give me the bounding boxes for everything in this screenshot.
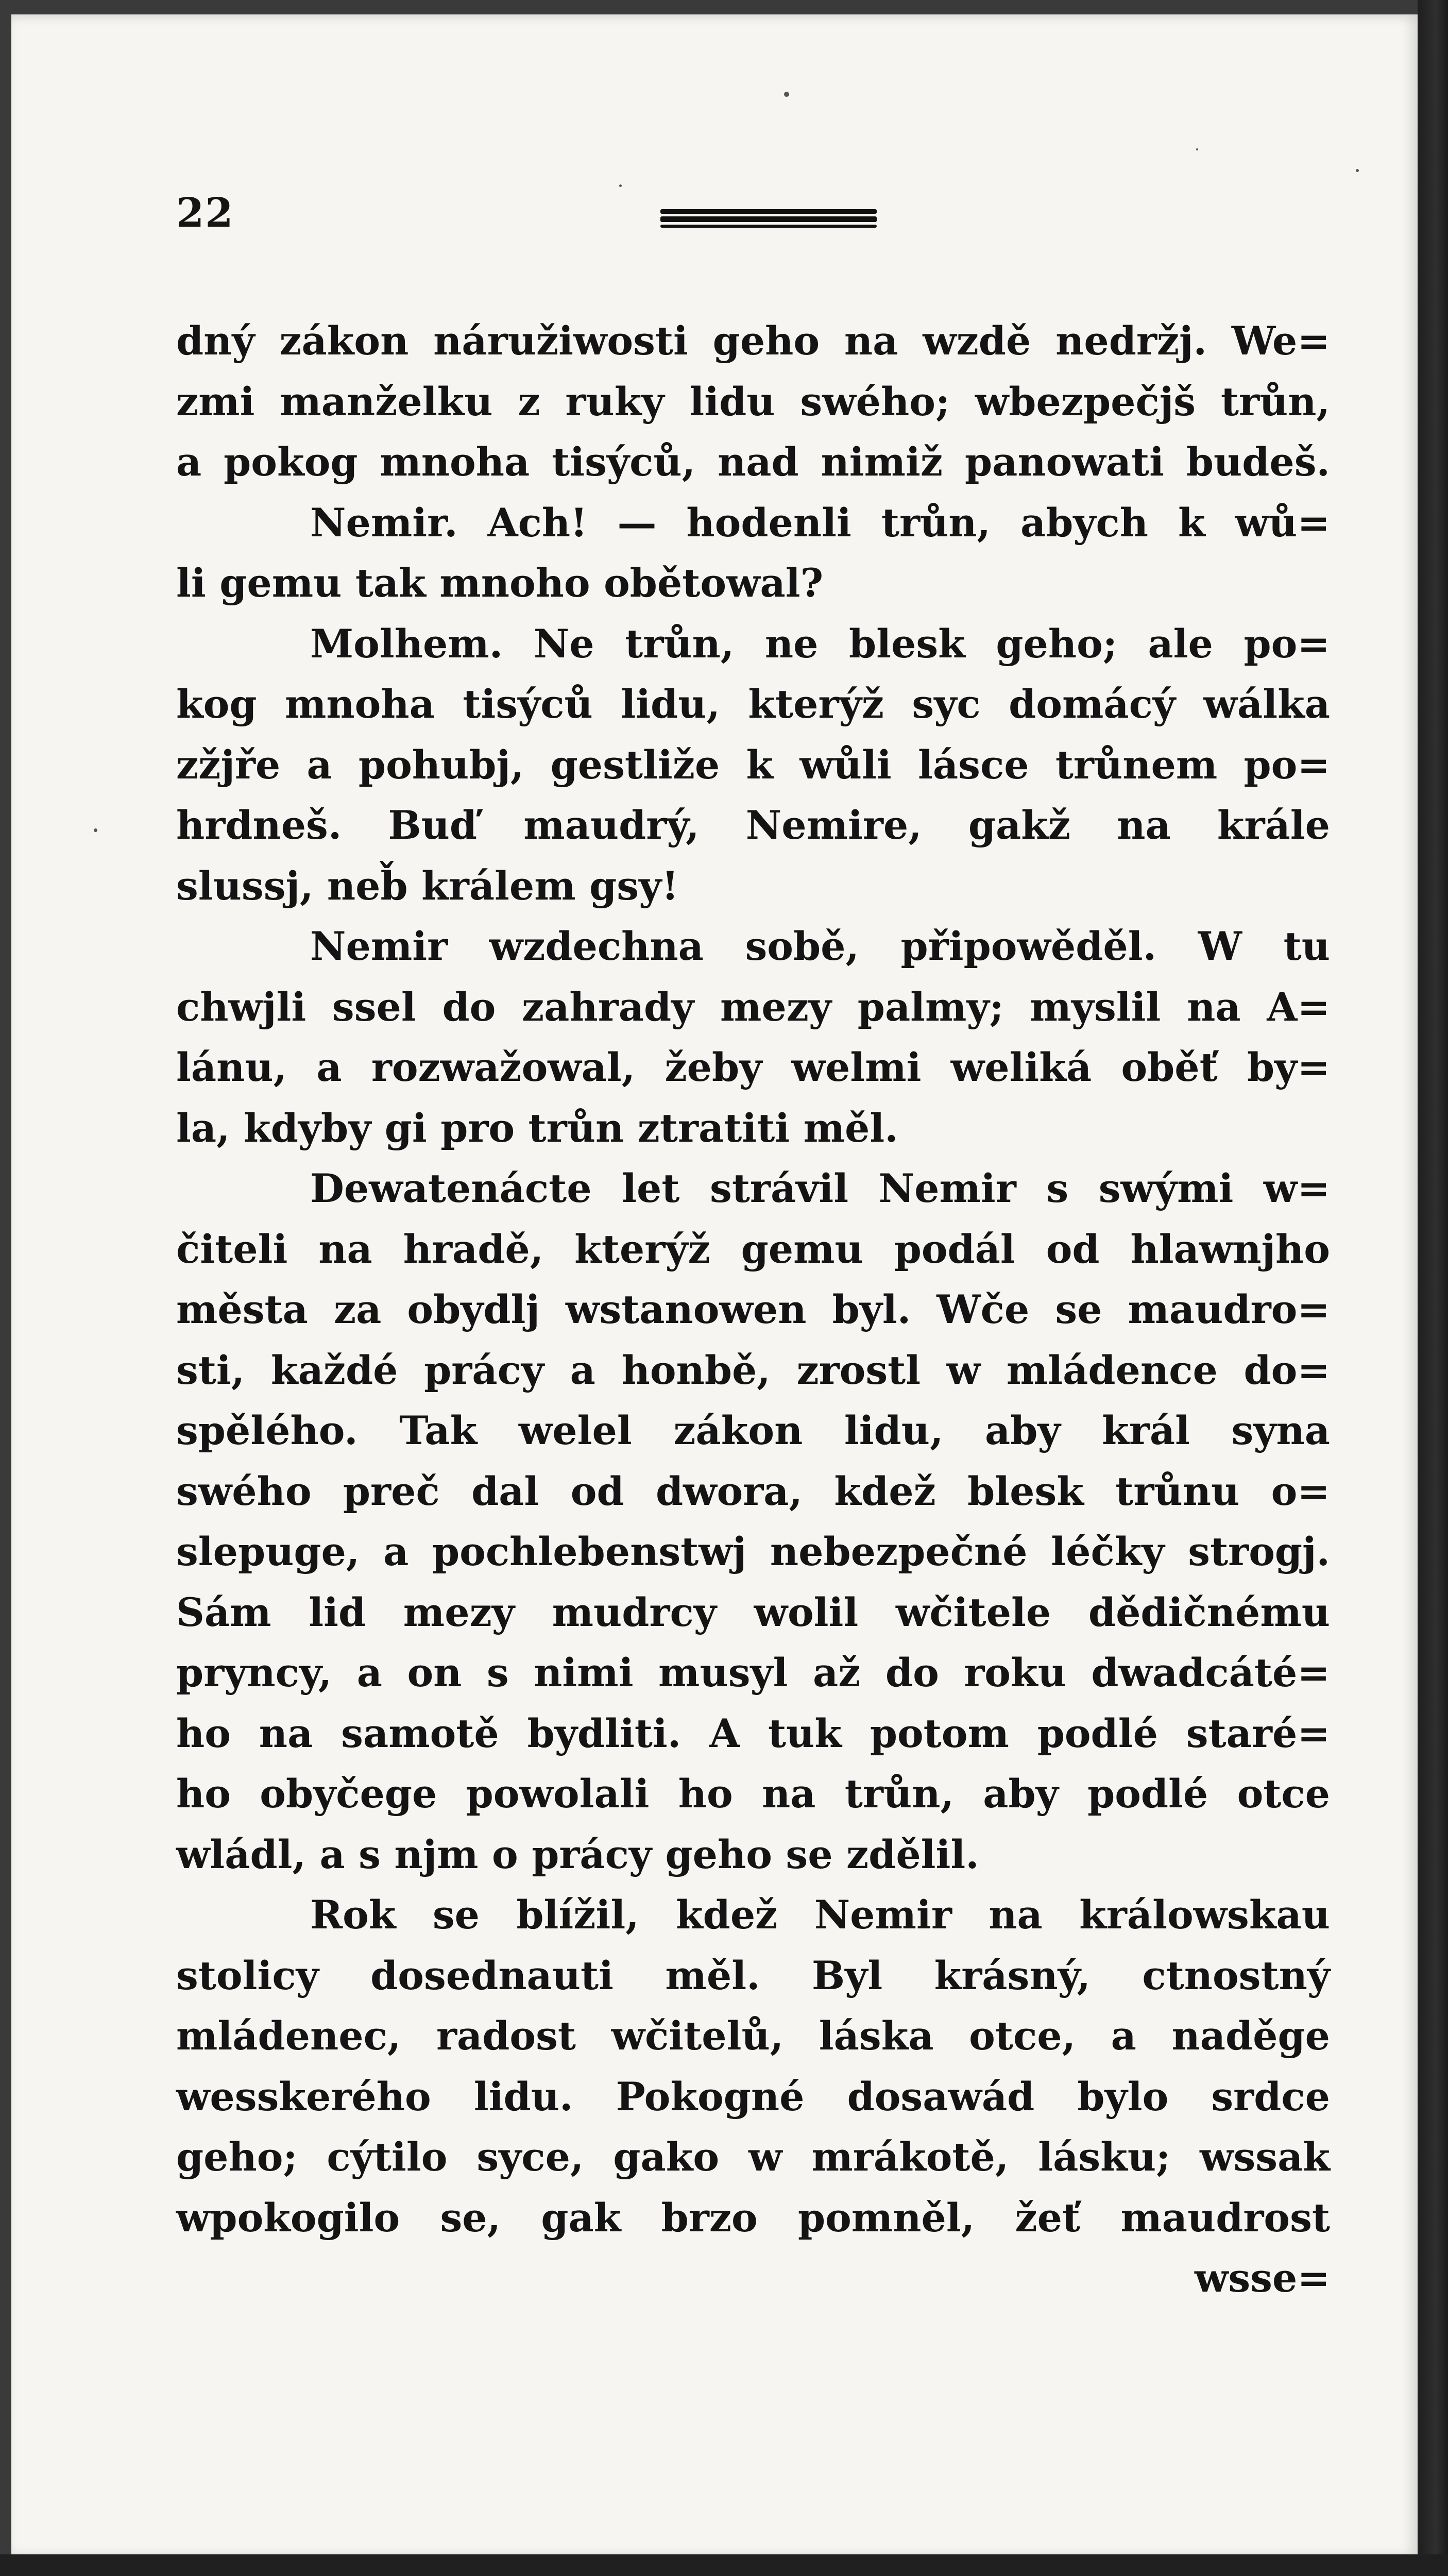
catchword: wsse= bbox=[1194, 2255, 1330, 2301]
text-line: wesskerého lidu. Pokogné dosawád bylo srdce bbox=[176, 2073, 1330, 2120]
text-line: Dewatenácte let strávil Nemir s swými w= bbox=[310, 1165, 1330, 1211]
body-text bbox=[176, 311, 1330, 2309]
text-line: wpokogilo se, gak brzo pomněl, žeť maudrost bbox=[176, 2194, 1330, 2241]
paper-speck bbox=[784, 92, 789, 97]
text-line: dný zákon náružiwosti geho na wzdě nedržj. We= bbox=[176, 318, 1330, 364]
text-line: spělého. Tak welel zákon lidu, aby král syna bbox=[176, 1408, 1330, 1453]
text-line: a pokog mnoha tisýců, nad nimiž panowati budeš. bbox=[176, 439, 1330, 485]
text-line: wládl, a s njm o prácy geho se zdělil. bbox=[176, 1831, 979, 1877]
text-line: města za obydlj wstanowen byl. Wče se maudro= bbox=[176, 1286, 1330, 1332]
text-line: zmi manželku z ruky lidu swého; wbezpečjš trůn, bbox=[176, 378, 1330, 425]
text-line: geho; cýtilo syce, gako w mrákotě, lásku; wssak bbox=[176, 2134, 1330, 2180]
text-line: slepuge, a pochlebenstwj nebezpečné léčky strogj. bbox=[176, 1529, 1330, 1574]
page-header bbox=[176, 190, 1361, 251]
text-line: slussj, neb̌ králem gsy! bbox=[176, 862, 679, 909]
text-line: pryncy, a on s nimi musyl až do roku dwadcáté= bbox=[176, 1650, 1330, 1696]
page-edge-shadow bbox=[1418, 0, 1448, 2576]
text-line: mládenec, radost wčitelů, láska otce, a naděge bbox=[176, 2013, 1330, 2059]
text-line: swého preč dal od dwora, kdež blesk trůnu o= bbox=[176, 1468, 1330, 1514]
text-line: chwjli ssel do zahrady mezy palmy; myslil na A= bbox=[176, 984, 1330, 1030]
text-line: Nemir wzdechna sobě, připowěděl. W tu bbox=[310, 923, 1330, 969]
text-line: la, kdyby gi pro trůn ztratiti měl. bbox=[176, 1105, 898, 1151]
rule-ornament-icon bbox=[660, 209, 877, 228]
text-line: Sám lid mezy mudrcy wolil wčitele dědičnému bbox=[176, 1589, 1330, 1635]
text-line: hrdneš. Buď maudrý, Nemire, gakž na krále bbox=[176, 802, 1330, 848]
paper-speck bbox=[619, 184, 622, 187]
text-line: zžjře a pohubj, gestliže k wůli lásce trůnem po= bbox=[176, 741, 1330, 788]
page-bottom-edge bbox=[0, 2554, 1448, 2576]
text-line: sti, každé prácy a honbě, zrostl w mládence do= bbox=[176, 1347, 1330, 1393]
text-line: Nemir. Ach! — hodenli trůn, abych k wů= bbox=[310, 499, 1330, 546]
text-line: Rok se blížil, kdež Nemir na králowskau bbox=[310, 1892, 1330, 1938]
text-line: ho na samotě bydliti. A tuk potom podlé staré= bbox=[176, 1710, 1330, 1756]
book-page bbox=[11, 14, 1418, 2554]
paper-speck bbox=[94, 828, 97, 832]
text-line: kog mnoha tisýců lidu, kterýž syc domácý wálka bbox=[176, 681, 1330, 727]
text-line: Molhem. Ne trůn, ne blesk geho; ale po= bbox=[310, 620, 1330, 667]
page-number: 22 bbox=[176, 190, 234, 236]
text-line: čiteli na hradě, kterýž gemu podál od hlawnjho bbox=[176, 1226, 1330, 1272]
text-line: lánu, a rozwažowal, žeby welmi weliká oběť by= bbox=[176, 1044, 1330, 1090]
paper-speck bbox=[1356, 169, 1359, 172]
paper-speck bbox=[1196, 148, 1198, 150]
text-line: stolicy dosednauti měl. Byl krásný, ctnostný bbox=[176, 1952, 1330, 1998]
text-line: li gemu tak mnoho obětowal? bbox=[176, 560, 824, 606]
text-line: ho obyčege powolali ho na trůn, aby podlé otce bbox=[176, 1771, 1330, 1817]
